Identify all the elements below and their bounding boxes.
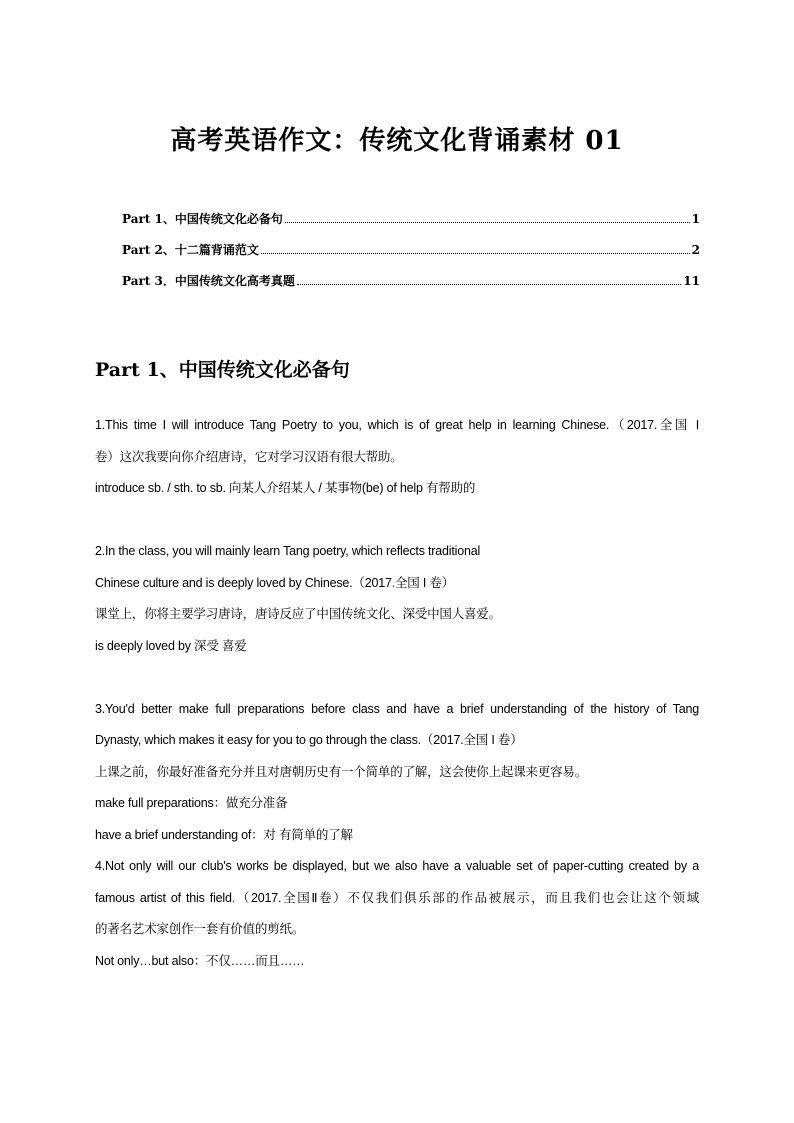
toc-leader-dots <box>261 252 690 254</box>
sentence-translation: 上课之前，你最好准备充分并且对唐朝历史有一个简单的了解，这会使你上起课来更容易。 <box>95 764 588 779</box>
sentence-line: Chinese culture and is deeply loved by Chinese.（2017.全国 I 卷） <box>95 575 455 590</box>
sentence-line: 2.In the class, you will mainly learn Tang poetry, which reflects traditional <box>95 544 481 558</box>
sentence-block-1 <box>95 410 699 505</box>
toc-entry-label: Part 2、十二篇背诵范文 <box>122 243 259 257</box>
sentence-translation: 的著名艺术家创作一套有价值的剪纸。 <box>95 922 305 936</box>
sentence-line: 3.You'd better make full preparations before class and have a brief understanding of the history of Tang <box>95 701 699 716</box>
sentence-line: Dynasty, which makes it easy for you to go through the class.（2017.全国 I 卷） <box>95 733 523 747</box>
sentence-line: 1.This time I will introduce Tang Poetry to you, which is of great help in learning Chinese.（2017.全国 I <box>95 418 699 432</box>
sentence-block-2 <box>95 536 699 662</box>
toc-entry-label: Part 1、中国传统文化必备句 <box>122 212 283 226</box>
table-of-contents <box>122 210 700 303</box>
page-title: 高考英语作文：传统文化背诵素材 01 <box>170 126 624 156</box>
vocabulary-note: introduce sb. / sth. to sb. 向某人介绍某人 / 某事物(be) of help 有帮助的 <box>95 481 476 495</box>
vocabulary-note: is deeply loved by 深受 喜爱 <box>95 638 247 653</box>
paragraph-gap <box>95 505 699 537</box>
toc-entry-part-2[interactable] <box>122 241 700 272</box>
paragraph-gap <box>95 662 699 694</box>
vocabulary-note: have a brief understanding of：对 有简单的了解 <box>95 827 353 842</box>
sentence-translation: 卷）这次我要向你介绍唐诗，它对学习汉语有很大帮助。 <box>95 449 403 464</box>
sentence-block-4 <box>95 851 699 977</box>
sentence-block-3 <box>95 694 699 852</box>
sentence-line: 4.Not only will our club's works be displayed, but we also have a valuable set of paper-cutting created by a <box>95 859 699 873</box>
toc-entry-page: 1 <box>691 212 700 226</box>
toc-entry-page: 2 <box>691 243 700 257</box>
toc-entry-page: 11 <box>683 274 700 288</box>
toc-entry-part-1[interactable] <box>122 210 700 241</box>
section-body <box>95 410 699 977</box>
sentence-translation: 课堂上，你将主要学习唐诗，唐诗反应了中国传统文化、深受中国人喜爱。 <box>95 607 501 621</box>
section-heading: Part 1、中国传统文化必备句 <box>95 359 350 381</box>
toc-leader-dots <box>297 283 681 285</box>
toc-entry-label: Part 3．中国传统文化高考真题 <box>122 274 295 288</box>
toc-entry-part-3[interactable] <box>122 272 700 303</box>
vocabulary-note: Not only…but also：不仅……而且…… <box>95 953 305 968</box>
toc-leader-dots <box>285 221 690 223</box>
vocabulary-note: make full preparations：做充分准备 <box>95 796 288 810</box>
sentence-line: famous artist of this field.（2017.全国Ⅱ卷）不仅我们俱乐部的作品被展示，而且我们也会让这个领域 <box>95 890 699 905</box>
